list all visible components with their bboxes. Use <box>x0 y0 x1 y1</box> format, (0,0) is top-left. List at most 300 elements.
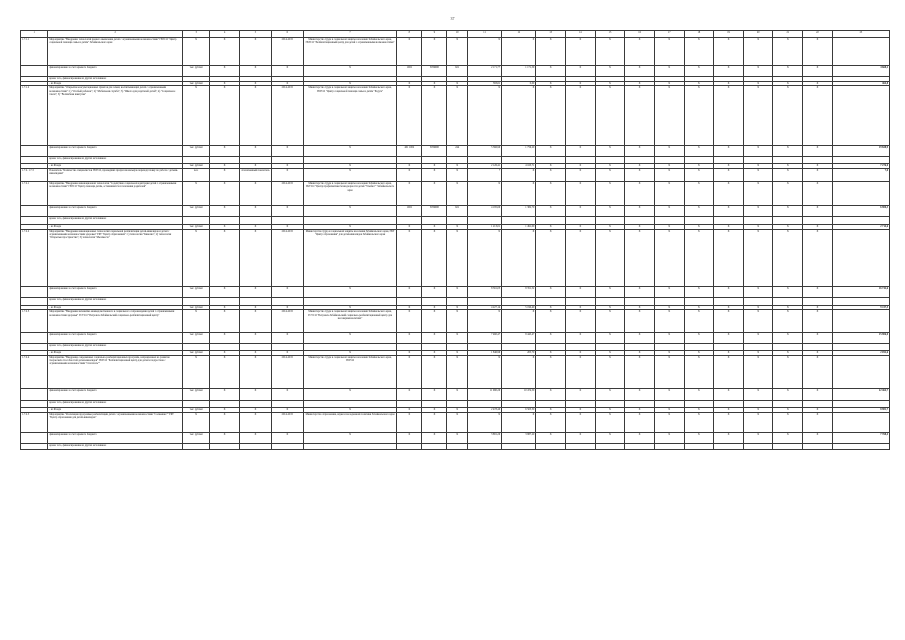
period-cell: X <box>271 351 303 356</box>
year-value-cell: X <box>595 169 625 182</box>
value-cell: 5 190,40 <box>502 305 536 310</box>
period-cell: 2014-2015 <box>271 412 303 432</box>
year-value-cell: X <box>565 169 595 182</box>
year-value-cell <box>714 217 744 224</box>
executor-cell: Министерство труда и социальной защиты населения Забайкальского края, ГКУСО "Центр профилактики безнадзорности детей "Улыбка"" Забайкальского края <box>303 182 397 206</box>
year-value-cell: X <box>684 206 714 217</box>
year-value-cell <box>654 217 684 224</box>
year-value-cell: X <box>565 182 595 206</box>
budget-code-cell <box>397 444 422 450</box>
year-value-cell: X <box>595 86 625 146</box>
value-cell: X <box>467 310 501 332</box>
column-number-header: 12 <box>502 31 536 38</box>
table-row <box>21 343 890 350</box>
executor-cell: Министерство труда и социальной защиты населения Забайкальского края, ГСУСО "Петровск-Забайкальский социально-реабилитационный центр для несовершеннолетних" <box>303 310 397 332</box>
year-value-cell <box>743 217 773 224</box>
total-cell: 2 052,6 <box>832 351 889 356</box>
period-cell <box>271 298 303 305</box>
row-number-cell: 1.7.2.1 <box>21 182 48 206</box>
year-value-cell: X <box>595 408 625 413</box>
code-cell: X <box>239 408 271 413</box>
unit-cell <box>182 217 209 224</box>
year-value-cell: X <box>565 389 595 400</box>
year-value-cell: X <box>536 355 566 388</box>
year-value-cell: X <box>536 145 566 156</box>
period-cell: 2014-2015 <box>271 182 303 206</box>
unit-cell: тыс. рублей <box>182 287 209 298</box>
table-row <box>21 400 890 407</box>
budget-code-cell <box>397 157 422 164</box>
row-description-cell: - из Фонда <box>48 351 183 356</box>
year-value-cell <box>654 343 684 350</box>
unit-cell: тыс. рублей <box>182 224 209 229</box>
year-value-cell: X <box>714 389 744 400</box>
executor-cell: X <box>303 305 397 310</box>
budget-code-cell <box>447 444 468 450</box>
year-value-cell: X <box>684 86 714 146</box>
year-value-cell: X <box>565 86 595 146</box>
unit-cell: тыс. рублей <box>182 408 209 413</box>
year-value-cell: X <box>565 65 595 76</box>
budget-code-cell: X <box>397 433 422 444</box>
budget-code-cell: X <box>447 355 468 388</box>
year-value-cell: X <box>536 182 566 206</box>
budget-code-cell: X <box>447 332 468 343</box>
year-value-cell: X <box>743 169 773 182</box>
budget-code-cell: X <box>447 81 468 86</box>
year-value-cell <box>803 217 833 224</box>
code-cell <box>210 217 240 224</box>
executor-cell <box>303 217 397 224</box>
table-row <box>21 206 890 217</box>
executor-cell: X <box>303 65 397 76</box>
total-cell: 4 668,2 <box>832 65 889 76</box>
year-value-cell: X <box>684 332 714 343</box>
value-cell: 4 185,60 <box>467 206 501 217</box>
year-value-cell <box>625 343 655 350</box>
budget-code-cell: X <box>447 389 468 400</box>
year-value-cell: X <box>565 224 595 229</box>
year-value-cell: X <box>773 169 803 182</box>
year-value-cell: X <box>625 86 655 146</box>
unit-cell: X <box>182 229 209 287</box>
period-cell: X <box>271 332 303 343</box>
budget-code-cell <box>422 298 447 305</box>
year-value-cell: X <box>714 164 744 169</box>
year-value-cell: X <box>743 206 773 217</box>
year-value-cell: X <box>714 65 744 76</box>
year-value-cell: X <box>743 81 773 86</box>
code-cell: X <box>239 310 271 332</box>
row-description-cell: - из Фонда <box>48 408 183 413</box>
column-number-header: 18 <box>684 31 714 38</box>
unit-cell: X <box>182 38 209 66</box>
year-value-cell <box>684 217 714 224</box>
budget-code-cell: X <box>397 389 422 400</box>
budget-code-cell: 1002 <box>397 65 422 76</box>
year-value-cell: X <box>714 145 744 156</box>
year-value-cell: X <box>684 182 714 206</box>
year-value-cell <box>684 157 714 164</box>
budget-code-cell: X <box>397 351 422 356</box>
table-row <box>21 169 890 182</box>
unit-cell: X <box>182 412 209 432</box>
year-value-cell: X <box>714 86 744 146</box>
executor-cell: X <box>303 206 397 217</box>
year-value-cell: X <box>565 81 595 86</box>
year-value-cell <box>684 343 714 350</box>
period-cell: X <box>271 389 303 400</box>
value-cell <box>502 157 536 164</box>
year-value-cell <box>803 343 833 350</box>
year-value-cell <box>595 298 625 305</box>
year-value-cell: X <box>803 355 833 388</box>
year-value-cell: X <box>803 433 833 444</box>
value-cell <box>467 343 501 350</box>
year-value-cell: X <box>714 206 744 217</box>
budget-code-cell: X <box>447 433 468 444</box>
total-cell <box>832 355 889 388</box>
value-cell: 8 445,47 <box>502 332 536 343</box>
year-value-cell <box>803 444 833 450</box>
value-cell: X <box>502 229 536 287</box>
year-value-cell: X <box>743 412 773 432</box>
year-value-cell: X <box>803 182 833 206</box>
code-cell: X <box>210 332 240 343</box>
year-value-cell <box>625 217 655 224</box>
column-number-header: 7 <box>303 31 397 38</box>
code-cell: X <box>210 355 240 388</box>
year-value-cell: X <box>803 164 833 169</box>
value-cell: 383,61 <box>467 81 501 86</box>
year-value-cell <box>773 343 803 350</box>
year-value-cell: X <box>536 224 566 229</box>
budget-code-cell: X <box>397 182 422 206</box>
total-cell <box>832 412 889 432</box>
year-value-cell <box>625 444 655 450</box>
code-cell <box>239 444 271 450</box>
budget-code-cell: X <box>447 305 468 310</box>
year-value-cell: X <box>595 164 625 169</box>
code-cell <box>210 343 240 350</box>
year-value-cell <box>654 400 684 407</box>
year-value-cell: X <box>595 355 625 388</box>
budget-code-cell: X <box>422 38 447 66</box>
code-cell: X <box>239 305 271 310</box>
executor-cell <box>303 400 397 407</box>
column-number-header: 21 <box>773 31 803 38</box>
year-value-cell: X <box>714 332 744 343</box>
year-value-cell <box>714 444 744 450</box>
unit-cell: тыс. рублей <box>182 351 209 356</box>
unit-cell: тыс. рублей <box>182 332 209 343</box>
budget-code-cell: 621 <box>447 65 468 76</box>
budget-code-cell: X <box>447 164 468 169</box>
budget-code-cell: X <box>422 182 447 206</box>
executor-cell: Министерство труда и социальной защиты населения Забайкальского края, ГБУСО <box>303 355 397 388</box>
year-value-cell: X <box>803 412 833 432</box>
year-value-cell: X <box>595 206 625 217</box>
budget-code-cell: X <box>447 182 468 206</box>
total-cell <box>832 38 889 66</box>
year-value-cell <box>625 298 655 305</box>
year-value-cell <box>536 400 566 407</box>
table-row <box>21 65 890 76</box>
year-value-cell: X <box>803 81 833 86</box>
table-row <box>21 86 890 146</box>
executor-cell: X <box>303 169 397 182</box>
executor-cell <box>303 444 397 450</box>
unit-cell <box>182 400 209 407</box>
column-number-header: 3 <box>182 31 209 38</box>
year-value-cell <box>743 343 773 350</box>
year-value-cell <box>536 217 566 224</box>
period-cell <box>271 400 303 407</box>
year-value-cell: X <box>595 305 625 310</box>
budget-code-cell: X <box>397 408 422 413</box>
row-number-cell: 1.7.1.1 <box>21 38 48 66</box>
value-cell: 10 474,50 <box>502 389 536 400</box>
column-number-header: 13 <box>536 31 566 38</box>
executor-cell <box>303 157 397 164</box>
year-value-cell <box>536 444 566 450</box>
year-value-cell: X <box>536 169 566 182</box>
year-value-cell: X <box>773 65 803 76</box>
row-description-cell: Мероприятие "Реализация программы реабилитации детей с ограниченными возможностями "Солнышко"" ГБУ "Центр образования для детей-инвалидов" <box>48 412 183 432</box>
year-value-cell: X <box>773 408 803 413</box>
value-cell <box>502 444 536 450</box>
unit-cell: тыс. рублей <box>182 206 209 217</box>
year-value-cell: X <box>684 164 714 169</box>
row-description-cell: финансирование за счет краевого бюджета <box>48 145 183 156</box>
value-cell <box>467 400 501 407</box>
year-value-cell: X <box>536 305 566 310</box>
year-value-cell: X <box>625 412 655 432</box>
year-value-cell: X <box>743 355 773 388</box>
year-value-cell <box>565 343 595 350</box>
year-value-cell: X <box>714 81 744 86</box>
year-value-cell: X <box>803 287 833 298</box>
year-value-cell: X <box>684 169 714 182</box>
year-value-cell: X <box>654 355 684 388</box>
year-value-cell: X <box>654 164 684 169</box>
column-number-header: 14 <box>565 31 595 38</box>
value-cell <box>467 217 501 224</box>
code-cell: X <box>210 65 240 76</box>
year-value-cell: X <box>654 86 684 146</box>
year-value-cell: X <box>536 206 566 217</box>
code-cell: X <box>239 86 271 146</box>
year-value-cell: X <box>565 287 595 298</box>
period-cell: X <box>271 81 303 86</box>
unit-cell <box>182 157 209 164</box>
budget-code-cell: X <box>422 389 447 400</box>
year-value-cell: X <box>773 229 803 287</box>
budget-code-cell: X <box>397 86 422 146</box>
year-value-cell: X <box>654 433 684 444</box>
year-value-cell <box>773 217 803 224</box>
unit-cell <box>182 298 209 305</box>
table-row <box>21 310 890 332</box>
budget-code-cell: X <box>422 310 447 332</box>
row-number-cell <box>21 298 48 305</box>
year-value-cell <box>743 298 773 305</box>
year-value-cell: X <box>595 351 625 356</box>
year-value-cell: X <box>684 305 714 310</box>
row-number-cell <box>21 400 48 407</box>
year-value-cell: X <box>743 287 773 298</box>
header-number-row <box>21 31 890 38</box>
budget-code-cell: 5059900 <box>422 65 447 76</box>
year-value-cell: X <box>565 145 595 156</box>
year-value-cell: X <box>684 351 714 356</box>
code-cell <box>210 444 240 450</box>
total-cell <box>832 217 889 224</box>
year-value-cell: X <box>684 81 714 86</box>
year-value-cell <box>595 400 625 407</box>
year-value-cell: X <box>684 389 714 400</box>
executor-cell: X <box>303 145 397 156</box>
executor-cell: Министерство труда и социальной защиты населения Забайкальского края, ГБУ "Центр образования" для детей-инвалидов Забайкальского края <box>303 229 397 287</box>
code-cell: X <box>239 206 271 217</box>
total-cell <box>832 310 889 332</box>
code-cell: X <box>210 164 240 169</box>
code-cell: X <box>239 145 271 156</box>
column-number-header: 4 <box>210 31 240 38</box>
period-cell: X <box>271 305 303 310</box>
year-value-cell: X <box>773 351 803 356</box>
year-value-cell: X <box>773 310 803 332</box>
row-number-cell <box>21 157 48 164</box>
table-row <box>21 298 890 305</box>
unit-cell: тыс. рублей <box>182 145 209 156</box>
year-value-cell: X <box>536 229 566 287</box>
executor-cell: X <box>303 332 397 343</box>
year-value-cell: X <box>625 81 655 86</box>
unit-cell: тыс. рублей <box>182 65 209 76</box>
year-value-cell: X <box>565 408 595 413</box>
value-cell: 2 171,77 <box>467 65 501 76</box>
code-cell: X <box>210 182 240 206</box>
row-number-cell <box>21 332 48 343</box>
budget-code-cell <box>422 157 447 164</box>
year-value-cell: X <box>536 389 566 400</box>
program-table <box>20 30 890 450</box>
year-value-cell: X <box>565 305 595 310</box>
value-cell: X <box>467 355 501 388</box>
budget-code-cell: X <box>397 355 422 388</box>
value-cell: 4 163,71 <box>502 164 536 169</box>
column-number-header: 8 <box>397 31 422 38</box>
year-value-cell <box>595 444 625 450</box>
year-value-cell: X <box>654 145 684 156</box>
year-value-cell: X <box>625 224 655 229</box>
executor-cell: Министерство труда и социальной защиты населения Забайкальского края, ГБУСО "Реабилитационный центр для детей с ограниченными возможностями" <box>303 38 397 66</box>
executor-cell: X <box>303 224 397 229</box>
year-value-cell: X <box>773 86 803 146</box>
year-value-cell: X <box>625 355 655 388</box>
period-cell: X <box>271 224 303 229</box>
year-value-cell: X <box>565 164 595 169</box>
executor-cell: Министерство образования, науки и молодежной политики Забайкальского края <box>303 412 397 432</box>
year-value-cell: X <box>803 332 833 343</box>
year-value-cell: X <box>773 81 803 86</box>
year-value-cell: X <box>654 182 684 206</box>
code-cell: обозначенный показатель <box>239 169 271 182</box>
budget-code-cell: X <box>447 310 468 332</box>
code-cell <box>239 343 271 350</box>
year-value-cell <box>595 217 625 224</box>
period-cell: X <box>271 206 303 217</box>
year-value-cell: X <box>536 408 566 413</box>
year-value-cell: X <box>625 65 655 76</box>
period-cell: X <box>271 408 303 413</box>
year-value-cell <box>684 444 714 450</box>
period-cell: X <box>271 145 303 156</box>
total-cell: 8 981,7 <box>832 408 889 413</box>
budget-code-cell: X <box>397 305 422 310</box>
year-value-cell: X <box>803 351 833 356</box>
year-value-cell: X <box>625 206 655 217</box>
year-value-cell: X <box>803 38 833 66</box>
row-description-cell: - из Фонда <box>48 305 183 310</box>
year-value-cell <box>565 400 595 407</box>
row-number-cell <box>21 343 48 350</box>
column-number-header: 16 <box>625 31 655 38</box>
row-number-cell <box>21 206 48 217</box>
budget-code-cell: X <box>397 310 422 332</box>
year-value-cell: X <box>625 287 655 298</box>
code-cell <box>210 157 240 164</box>
budget-code-cell <box>397 217 422 224</box>
code-cell: X <box>239 433 271 444</box>
budget-code-cell: X <box>447 86 468 146</box>
year-value-cell: X <box>654 206 684 217</box>
year-value-cell: X <box>773 287 803 298</box>
total-cell <box>832 229 889 287</box>
column-number-header: 2 <box>48 31 183 38</box>
year-value-cell <box>654 298 684 305</box>
budget-code-cell: 401 1002 <box>397 145 422 156</box>
year-value-cell: X <box>743 389 773 400</box>
year-value-cell: X <box>536 164 566 169</box>
value-cell <box>502 343 536 350</box>
year-value-cell <box>625 157 655 164</box>
year-value-cell: X <box>803 86 833 146</box>
year-value-cell <box>803 298 833 305</box>
year-value-cell: X <box>625 408 655 413</box>
year-value-cell: X <box>743 408 773 413</box>
year-value-cell: X <box>743 332 773 343</box>
year-value-cell: X <box>625 389 655 400</box>
total-cell: 7,0 <box>832 169 889 182</box>
value-cell: 3 887,20 <box>502 433 536 444</box>
column-number-header: 22 <box>803 31 833 38</box>
row-number-cell: 1.7.2.5 <box>21 412 48 432</box>
year-value-cell: X <box>654 305 684 310</box>
year-value-cell: X <box>684 408 714 413</box>
unit-cell: X <box>182 310 209 332</box>
budget-code-cell: X <box>422 287 447 298</box>
year-value-cell: X <box>536 287 566 298</box>
budget-code-cell: X <box>447 229 468 287</box>
year-value-cell: X <box>536 310 566 332</box>
executor-cell <box>303 298 397 305</box>
budget-code-cell <box>397 298 422 305</box>
year-value-cell: X <box>743 224 773 229</box>
year-value-cell: X <box>684 287 714 298</box>
year-value-cell: X <box>625 433 655 444</box>
